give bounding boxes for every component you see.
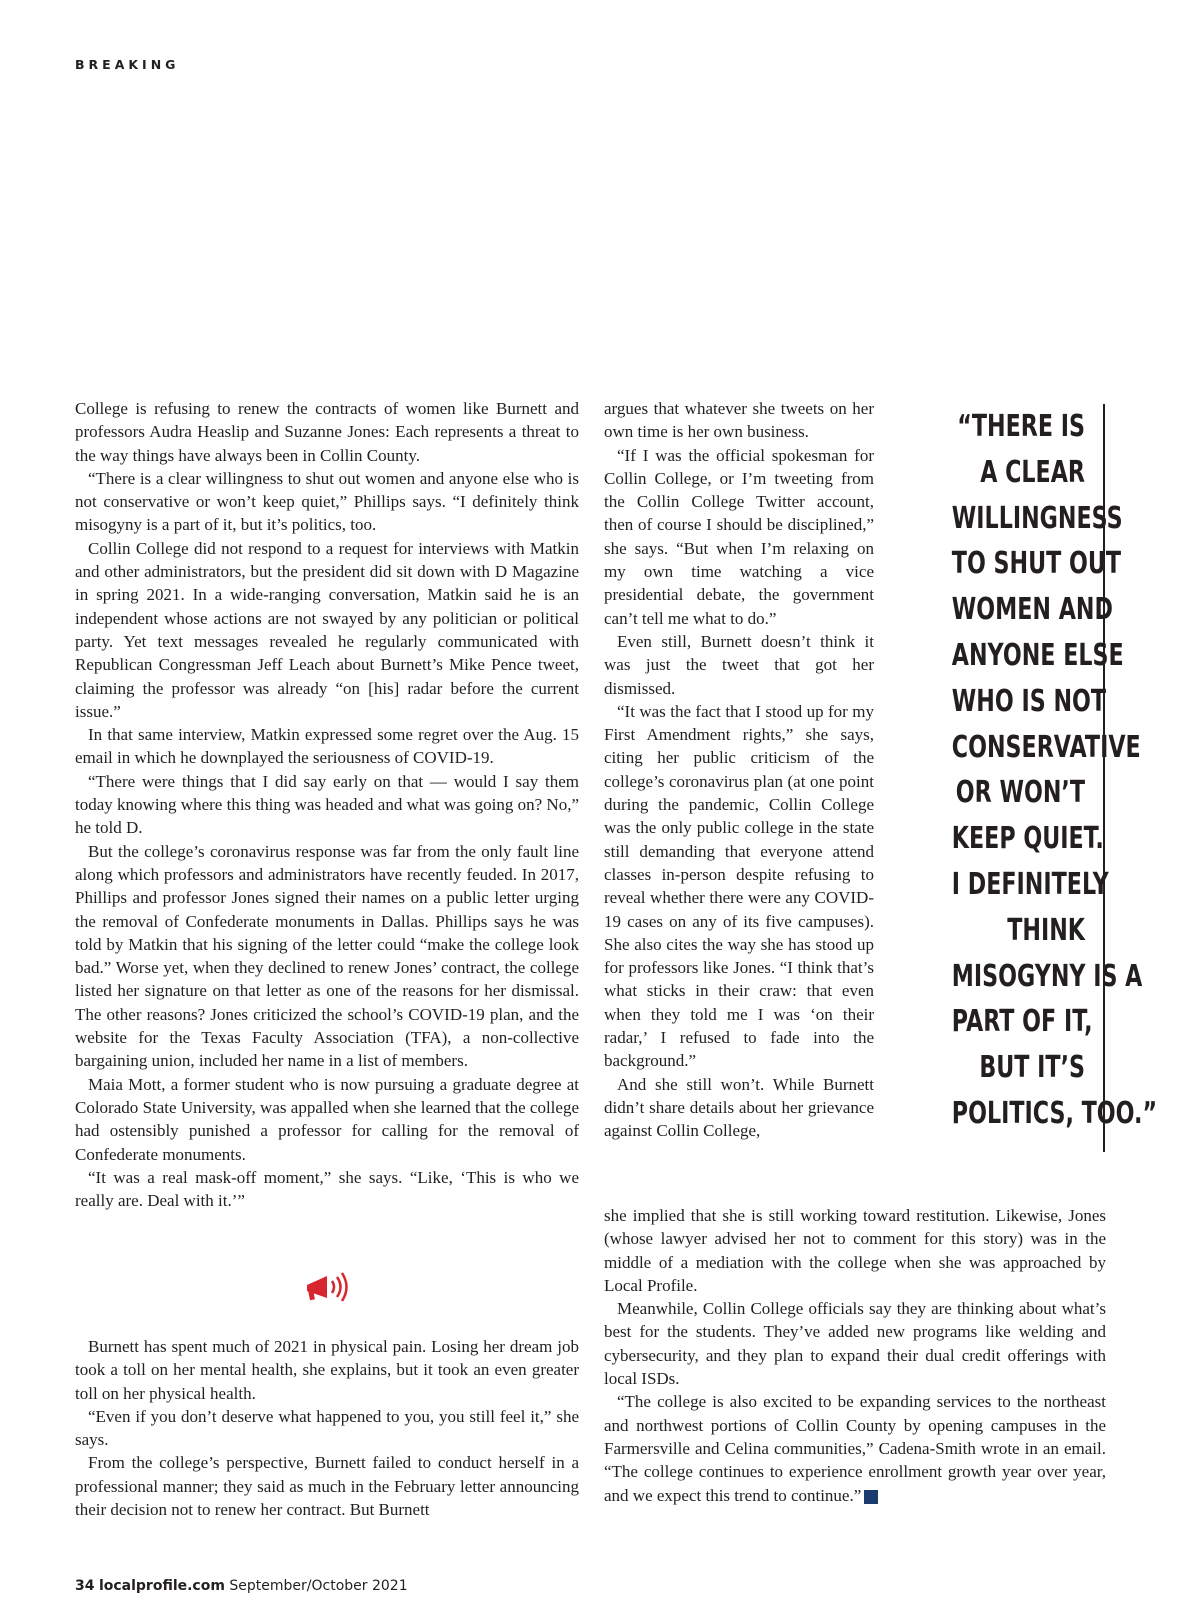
paragraph: But the college’s coronavirus response was far from the only fault line along which professors and administrators have recently feuded. In 2017, Phillips and professor Jones signed their names on a public letter urging the removal of Confederate monuments in Dallas. Phillips says he was told by Matkin that his signing of the letter could “make the college look bad.” Worse yet, when they declined to renew Jones’ contract, the college listed her signature on that letter as one of the reasons for her dismissal. The other reasons? Jones criticized the school’s COVID-19 plan, and the website for the Texas Faculty Association (TFA), a non-collective bargaining union, included her name in a list of members. <box>75 841 579 1071</box>
section-label: BREAKING <box>75 57 180 72</box>
paragraph: Even still, Burnett doesn’t think it was just the tweet that got her dismissed. <box>604 631 874 698</box>
paragraph: argues that whatever she tweets on her own time is her own business. <box>604 399 874 442</box>
pull-quote-line: CONSERVATIVE <box>951 729 1141 765</box>
pull-quote-line: KEEP QUIET. <box>951 821 1104 857</box>
article-column-middle <box>604 397 874 1143</box>
pull-quote-line: TO SHUT OUT <box>951 546 1122 582</box>
paragraph: Collin College did not respond to a request for interviews with Matkin and other administrators, but the president did sit down with D Magazine in spring 2021. In a wide-ranging conversation, Matkin said he is an independent whose actions are not swayed by any politician or political party. Yet text messages revealed he regularly communicated with Republican Congressman Jeff Leach about Burnett’s Mike Pence tweet, claiming the professor was already “on [his] radar before the current issue.” <box>75 538 579 721</box>
paragraph: Maia Mott, a former student who is now pursuing a graduate degree at Colorado State University, was appalled when she learned that the college had ostensibly punished a professor for calling for the removal of Confederate monuments. <box>75 1074 579 1164</box>
paragraph: “It was the fact that I stood up for my First Amendment rights,” she says, citing her public criticism of the college’s coronavirus plan (at one point during the pandemic, Collin College was the only public college in the state still demanding that everyone attend classes in-person despite refusing to reveal whether there were any COVID-19 cases on any of its five campuses). She also cites the way she has stood up for professors like Jones. “I think that’s what sticks in their craw: that even when they told me I was ‘on their radar,’ I refused to fade into the background.” <box>604 701 874 1071</box>
pull-quote-line: WILLINGNESS <box>951 500 1123 536</box>
pull-quote <box>905 404 1158 1152</box>
pull-quote-line: OR WON’T <box>955 775 1085 811</box>
paragraph: “If I was the official spokesman for Collin College, or I’m tweeting from the Collin College Twitter account, then of course I should be disciplined,” she says. “But when I’m relaxing on my own time watching a vice presidential debate, the government can’t tell me what to do.” <box>604 445 874 628</box>
pull-quote-line: WOMEN AND <box>951 592 1113 628</box>
page-footer <box>75 1578 408 1594</box>
paragraph: Meanwhile, Collin College officials say they are thinking about what’s best for the students. They’ve added new programs like welding and cybersecurity, and they plan to expand their dual credit offerings with local ISDs. <box>604 1299 1106 1389</box>
pull-quote-line: WHO IS NOT <box>951 683 1107 719</box>
pull-quote-line: ANYONE ELSE <box>951 637 1124 673</box>
article-column-left-lower <box>75 1335 579 1521</box>
paragraph: “The college is also excited to be expanding services to the northeast and northwest portions of Collin County by opening campuses in the Farmersville and Celina communities,” Cadena-Smith wrote in an email. “The college continues to experience enrollment growth year over year, and we expect this trend to continue.” LP <box>604 1392 1106 1505</box>
end-mark-icon: LP <box>864 1490 878 1504</box>
paragraph: she implied that she is still working toward restitution. Likewise, Jones (whose lawyer advised her not to comment for this story) was in the middle of a mediation with the college when she was approached by Local Profile. <box>604 1206 1106 1295</box>
issue-date: September/October 2021 <box>229 1578 408 1594</box>
pull-quote-line: MISOGYNY IS A <box>951 958 1143 994</box>
site-name: localprofile.com <box>98 1578 225 1594</box>
page-number: 34 <box>75 1578 95 1594</box>
paragraph: “It was a real mask-off moment,” she says. “Like, ‘This is who we really are. Deal with it.’” <box>75 1167 579 1211</box>
paragraph: “There were things that I did say early on that — would I say them today knowing where this thing was headed and what was going on? No,” he told D. <box>75 771 579 838</box>
paragraph: “Even if you don’t deserve what happened to you, you still feel it,” she says. <box>75 1406 579 1450</box>
paragraph: Burnett has spent much of 2021 in physical pain. Losing her dream job took a toll on her mental health, she explains, but it took an even greater toll on her physical health. <box>75 1337 579 1403</box>
pull-quote-text <box>951 404 1158 1137</box>
pull-quote-line: I DEFINITELY <box>951 866 1109 902</box>
article-column-right-lower <box>604 1204 1106 1507</box>
pull-quote-line: THINK <box>1007 912 1085 948</box>
pull-quote-line: PART OF IT, <box>951 1004 1093 1040</box>
paragraph: And she still won’t. While Burnett didn’t share details about her grievance against Collin College, <box>604 1074 874 1141</box>
article-column-left <box>75 397 579 1212</box>
paragraph: College is refusing to renew the contracts of women like Burnett and professors Audra Heaslip and Suzanne Jones: Each represents a threat to the way things have always been in Collin County. <box>75 399 579 465</box>
pull-quote-line: BUT IT’S <box>979 1050 1085 1086</box>
paragraph: From the college’s perspective, Burnett failed to conduct herself in a professional manner; they said as much in the February letter announcing their decision not to renew her contract. But Burnett <box>75 1453 579 1520</box>
pull-quote-line: A CLEAR <box>980 454 1085 490</box>
paragraph: In that same interview, Matkin expressed some regret over the Aug. 15 email in which he downplayed the seriousness of COVID-19. <box>75 725 579 768</box>
paragraph: “There is a clear willingness to shut out women and anyone else who is not conservative or won’t keep quiet,” Phillips says. “I definitely think misogyny is a part of it, but it’s politics, too. <box>75 468 579 535</box>
megaphone-icon <box>303 1268 353 1308</box>
pull-quote-line: POLITICS, TOO.” <box>951 1095 1158 1131</box>
pull-quote-line: “THERE IS <box>957 409 1085 444</box>
